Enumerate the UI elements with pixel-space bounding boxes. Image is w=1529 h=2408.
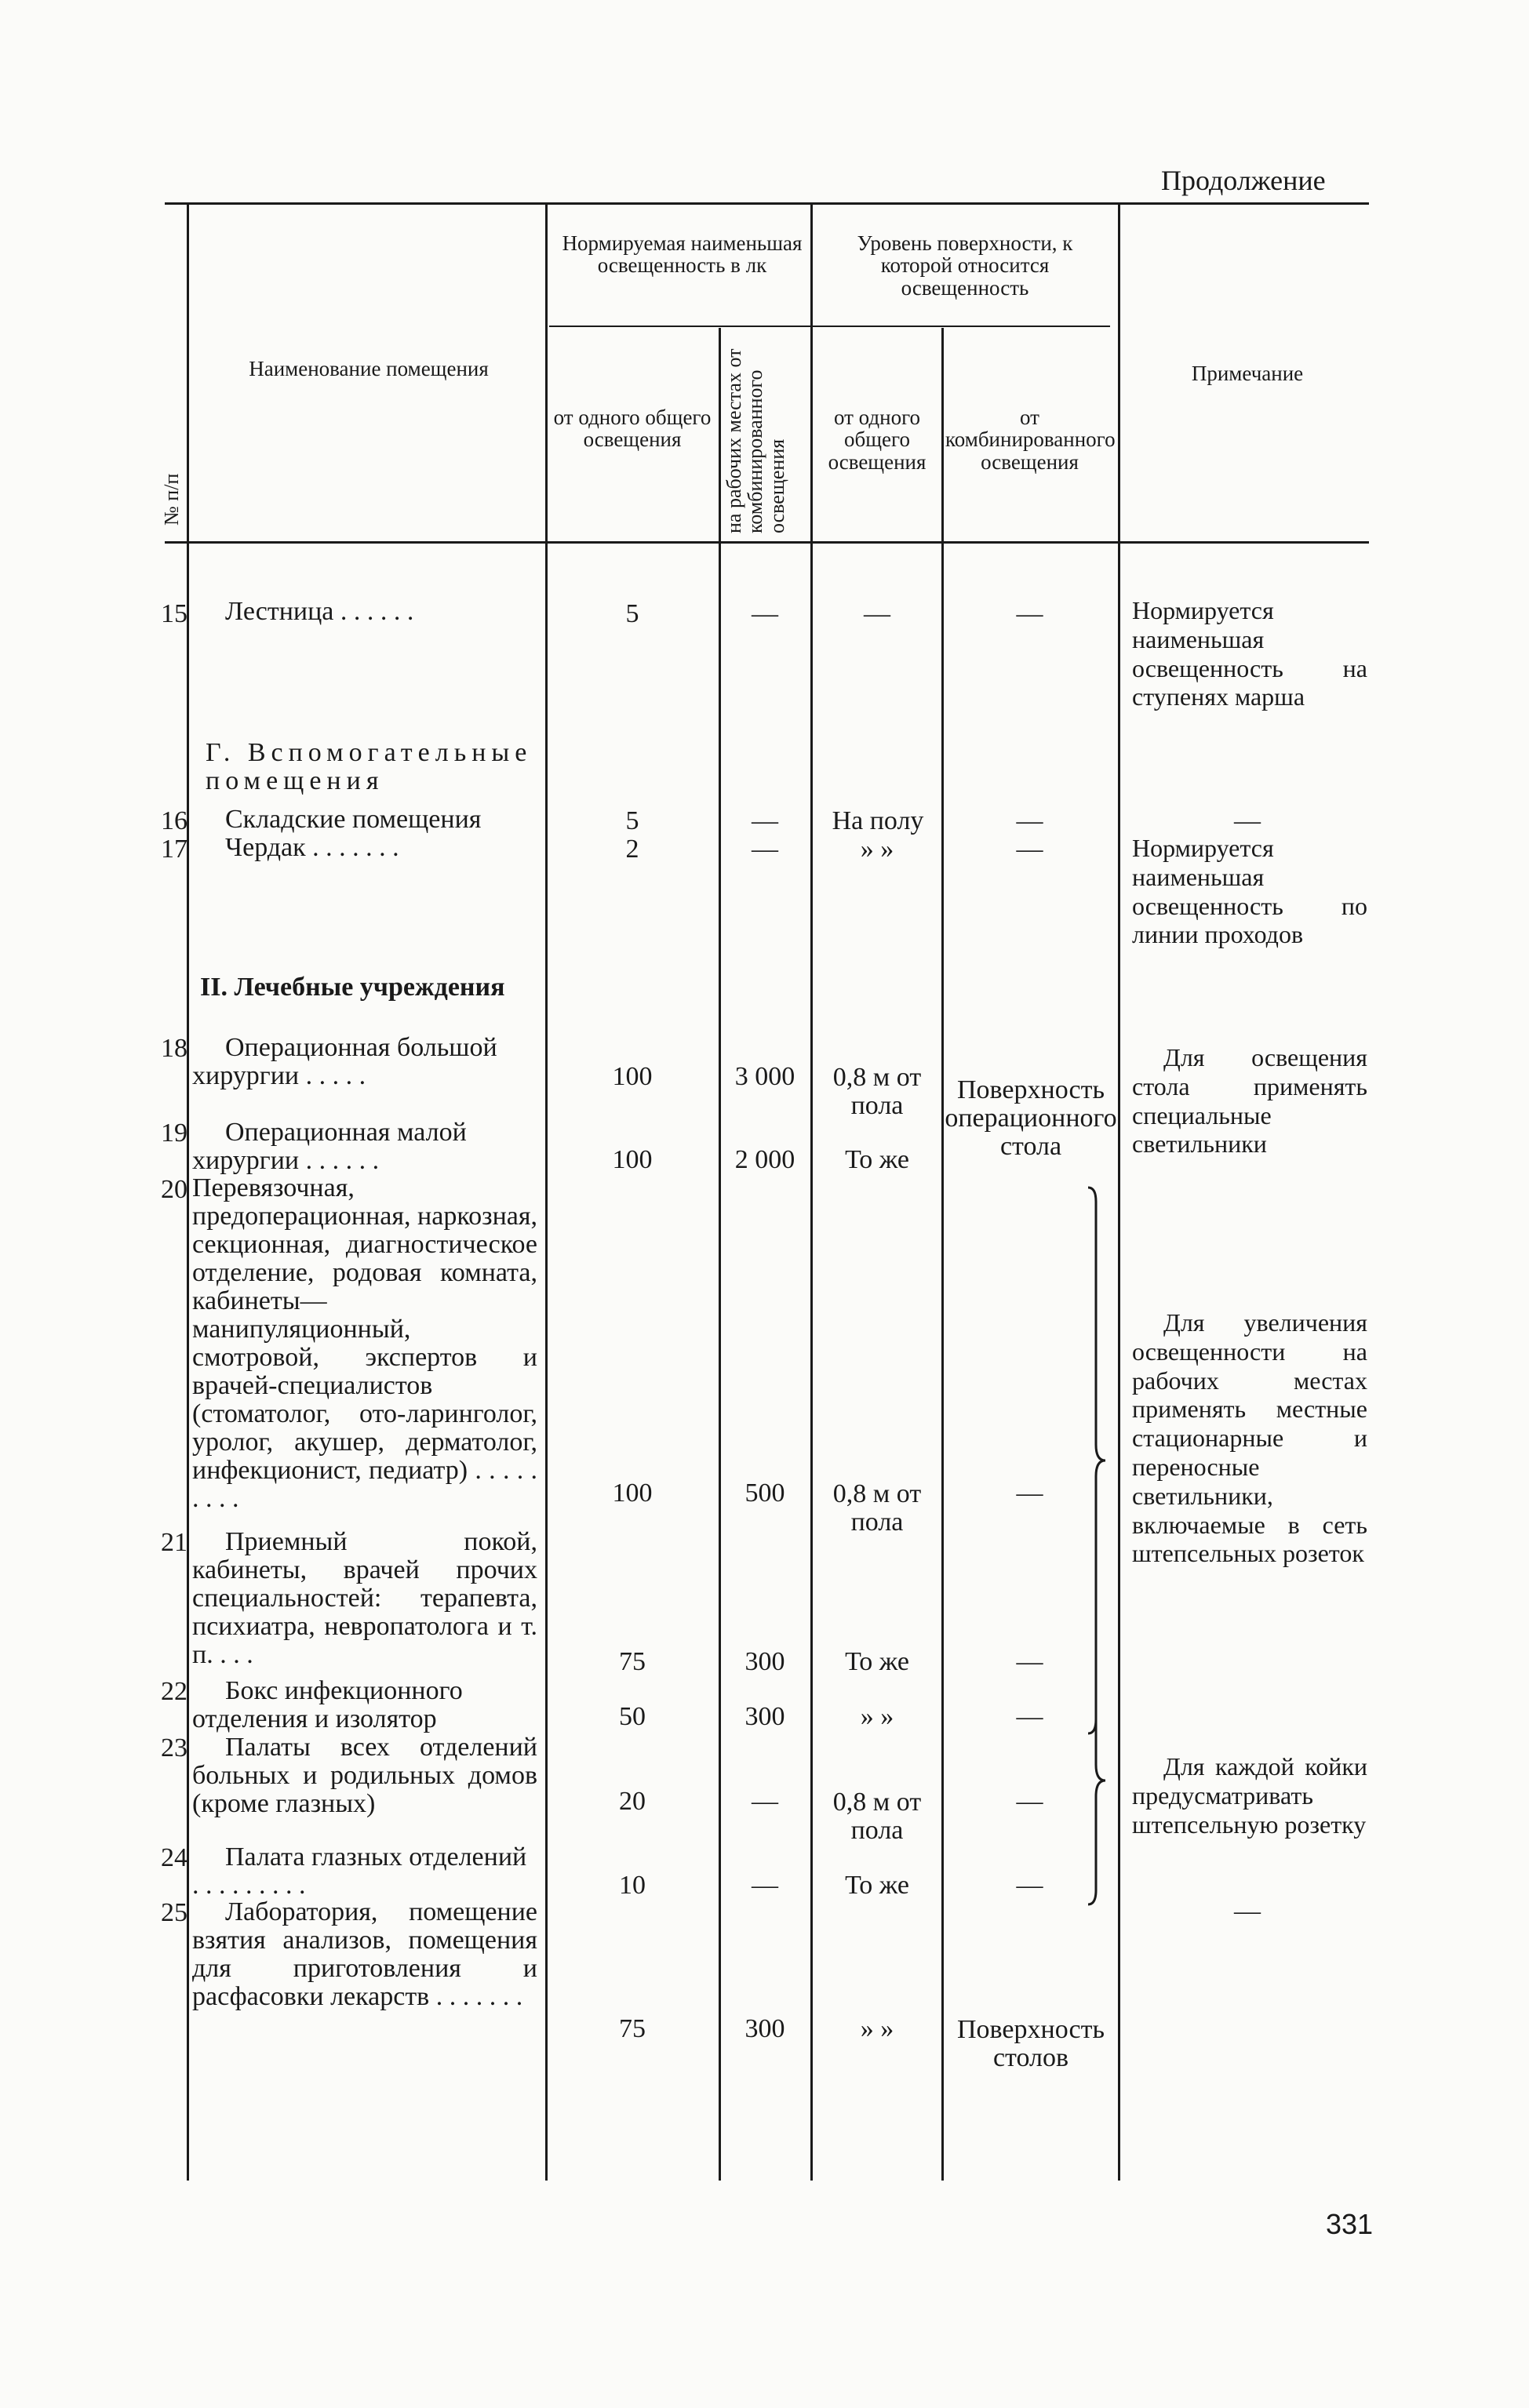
row-level-combined: —	[1016, 1647, 1043, 1676]
header-name: Наименование помещения	[249, 357, 489, 380]
row-num: 18	[161, 1034, 187, 1063]
row-level-combined: —	[1016, 1871, 1043, 1900]
row-num: 17	[161, 835, 187, 864]
row-norm-general: 5	[625, 806, 639, 835]
header-norm-combined: на рабочих местах от комбинированного освещения	[723, 348, 788, 533]
row-level-combined: —	[1016, 599, 1043, 628]
header-bottom-rule	[165, 541, 1369, 544]
header-num: № п/п	[160, 473, 183, 526]
row-norm-combined: 3 000	[734, 1062, 795, 1091]
row-norm-general: 100	[612, 1479, 653, 1508]
row-note: Для увеличения освещенности на рабочих местах применять местные стационарные и переносные светильники, включаемые в сеть штепсельных розеток	[1132, 1308, 1367, 1568]
row-name: Палата глазных отделений . . . . . . . . .	[192, 1842, 527, 1900]
row-norm-combined: —	[752, 835, 778, 864]
row-level-combined: —	[1016, 1787, 1043, 1816]
col-divider-note	[1118, 204, 1120, 2181]
row-name: Приемный покой, кабинеты, врачей прочих специальностей: терапевта, психиатра, невропатолога и т. п. . . .	[192, 1527, 537, 1669]
row-num: 19	[161, 1119, 187, 1148]
row-norm-general: 5	[625, 599, 639, 628]
row-name: Лестница . . . . . .	[225, 597, 414, 626]
row-num: 20	[161, 1175, 187, 1204]
top-rule	[165, 202, 1369, 205]
row-note: Нормируется наименьшая освещенность по линии проходов	[1132, 834, 1367, 949]
row-level-general: То же	[845, 1145, 909, 1174]
brace-icon	[1087, 1655, 1118, 1906]
row-name: Перевязочная, предоперационная, наркозная, секционная, диагностическое отделение, родовая комната, кабинеты—манипуляционный, смотровой, экспертов и врачей-специалистов (стоматолог, ото-ларинголог, уролог, акушер, дерматолог, инфекционист, педиатр) . . . . . . . . .	[192, 1173, 537, 1513]
section-heading: Г. Вспомогательные помещения	[206, 738, 533, 795]
row-norm-combined: 300	[744, 2014, 785, 2043]
header-group-level: Уровень поверхности, к которой относится освещенность	[857, 231, 1073, 300]
row-note: —	[1234, 1897, 1261, 1926]
col-divider-norm-level	[810, 204, 813, 2181]
row-norm-combined: —	[752, 806, 778, 835]
row-level-combined: —	[1016, 1479, 1043, 1508]
row-name: Операционная малой хирургии . . . . . .	[192, 1118, 467, 1175]
header-level-general: от одного общего освещения	[828, 406, 927, 474]
row-level-general: » »	[860, 1702, 894, 1731]
row-level-general: То же	[845, 1871, 909, 1900]
row-name: Чердак . . . . . . .	[225, 833, 399, 862]
row-note: Для каждой койки предусматривать штепсельную розетку	[1132, 1752, 1367, 1839]
row-norm-combined: 2 000	[734, 1145, 795, 1174]
row-note: Для освещения стола применять специальные светильники	[1132, 1043, 1367, 1159]
row-note: —	[1234, 806, 1261, 835]
col-divider-level	[941, 328, 944, 2181]
row-norm-combined: 300	[744, 1702, 785, 1731]
row-norm-general: 2	[625, 835, 639, 864]
row-level-combined: —	[1016, 1702, 1043, 1731]
col-divider-norm	[719, 328, 721, 2181]
row-norm-combined: —	[752, 599, 778, 628]
row-norm-combined: 500	[744, 1479, 785, 1508]
row-level-combined: Поверхность столов	[957, 2015, 1105, 2072]
row-name: Складские помещения	[225, 805, 482, 834]
row-level-general: » »	[860, 2014, 894, 2043]
row-norm-general: 20	[619, 1787, 646, 1816]
row-level-general: » »	[860, 835, 894, 864]
row-level-combined: —	[1016, 835, 1043, 864]
row-level-combined: Поверхность операционного стола	[945, 1075, 1117, 1161]
row-level-general: —	[864, 599, 890, 628]
header-subrule	[549, 326, 1110, 327]
header-norm-general: от одного общего освещения	[553, 406, 712, 452]
row-num: 15	[161, 599, 187, 628]
row-num: 23	[161, 1733, 187, 1762]
row-num: 24	[161, 1843, 187, 1872]
row-num: 21	[161, 1528, 187, 1557]
row-norm-combined: 300	[744, 1647, 785, 1676]
row-name: Палаты всех отделений больных и родильных домов (кроме глазных)	[192, 1733, 537, 1818]
row-name: Операционная большой хирургии . . . . .	[192, 1033, 497, 1090]
row-name: Бокс инфекционного отделения и изолятор	[192, 1676, 463, 1733]
header-note: Примечание	[1191, 362, 1304, 385]
page-number: 331	[1326, 2208, 1374, 2240]
row-level-general: На полу	[832, 806, 924, 835]
section-heading: II. Лечебные учреждения	[200, 973, 505, 1002]
continuation-label: Продолжение	[1161, 165, 1326, 196]
row-norm-general: 50	[619, 1702, 646, 1731]
row-level-combined: —	[1016, 806, 1043, 835]
row-norm-general: 75	[619, 2014, 646, 2043]
row-num: 16	[161, 806, 187, 835]
header-level-combined: от комбинированного освещения	[945, 406, 1116, 474]
row-norm-general: 10	[619, 1871, 646, 1900]
row-level-general: То же	[845, 1647, 909, 1676]
row-num: 25	[161, 1898, 187, 1927]
row-name: Лаборатория, помещение взятия анализов, помещения для приготовления и расфасовки лекарств . . . . . . .	[192, 1897, 537, 2011]
row-level-general: 0,8 м от пола	[832, 1063, 922, 1120]
row-level-general: 0,8 м от пола	[832, 1788, 922, 1845]
col-divider-name	[545, 204, 548, 2181]
row-norm-general: 100	[612, 1062, 653, 1091]
row-norm-general: 75	[619, 1647, 646, 1676]
row-level-general: 0,8 м от пола	[832, 1479, 922, 1537]
row-note: Нормируется наименьшая освещенность на ступенях марша	[1132, 596, 1367, 711]
row-norm-combined: —	[752, 1787, 778, 1816]
row-num: 22	[161, 1677, 187, 1706]
row-norm-general: 100	[612, 1145, 653, 1174]
header-group-norm: Нормируемая наименьшая освещенность в лк	[562, 231, 803, 278]
row-norm-combined: —	[752, 1871, 778, 1900]
